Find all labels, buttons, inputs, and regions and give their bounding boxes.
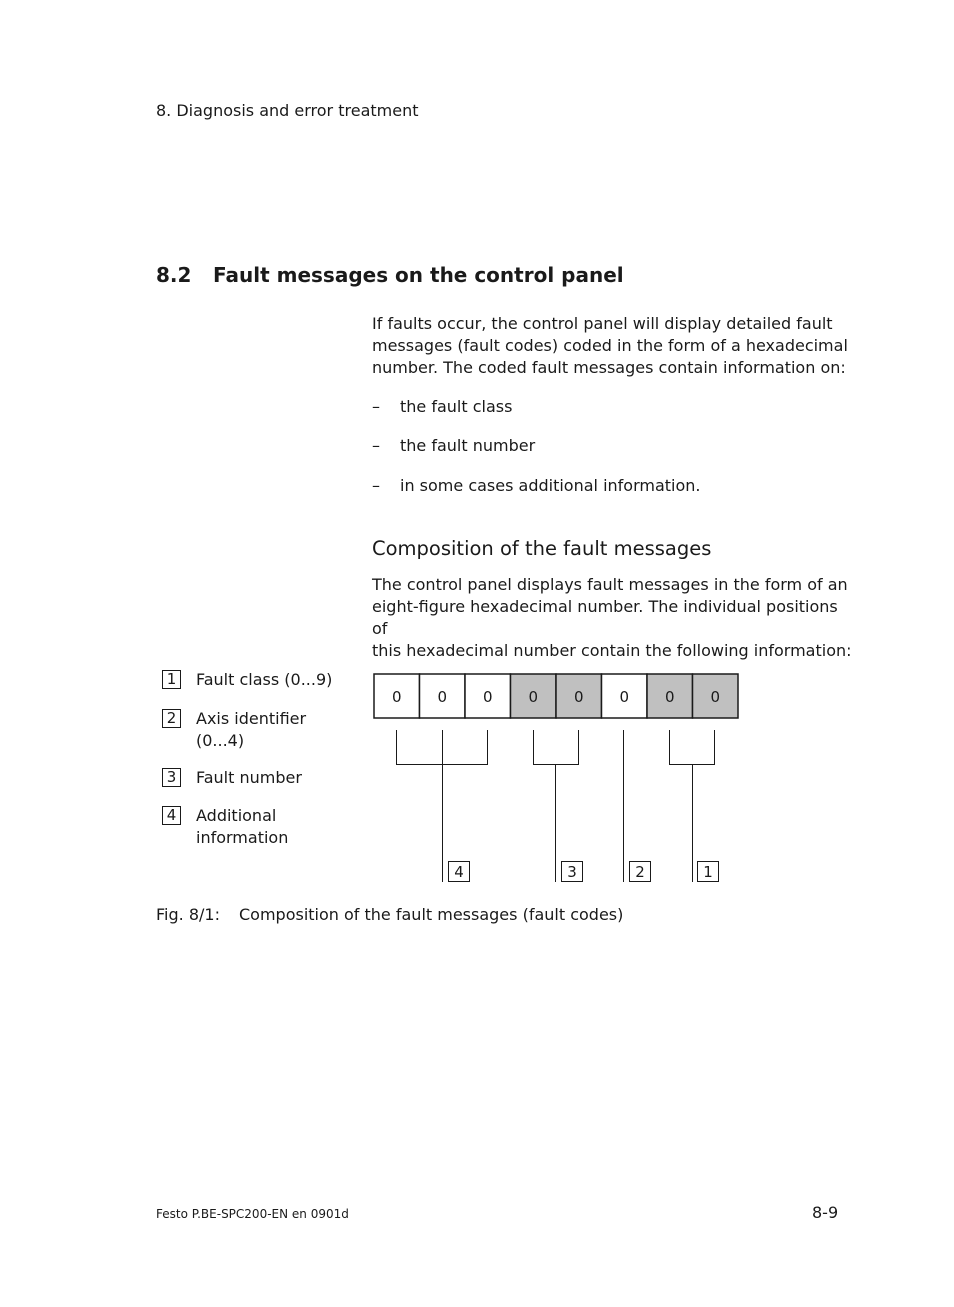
intro-line: If faults occur, the control panel will display detailed fault (372, 314, 833, 333)
bracket-group-1 (670, 730, 715, 765)
figure-label: Fig. 8/1: (156, 905, 220, 924)
bullet-marker: – (372, 397, 380, 416)
bracket-group-3 (534, 730, 579, 765)
bullet-text: the fault class (400, 397, 513, 416)
figure-caption (156, 905, 624, 924)
bullet-marker: – (372, 436, 380, 455)
digit-value: 0 (710, 688, 721, 706)
legend-number-box: 3 (162, 768, 181, 787)
digit-value: 0 (664, 688, 675, 706)
bullet-text: the fault number (400, 436, 536, 455)
legend-text: Axis identifier (196, 709, 307, 728)
bullet-text: in some cases additional information. (400, 476, 701, 495)
page-number: 8-9 (812, 1203, 839, 1222)
digit-value: 0 (482, 688, 493, 706)
digit-value: 0 (619, 688, 630, 706)
digit-value: 0 (528, 688, 539, 706)
legend-text: Additional (196, 806, 277, 825)
bullet-marker: – (372, 476, 380, 495)
digit-value: 0 (391, 688, 402, 706)
legend-number-box: 4 (162, 806, 181, 825)
legend-text: information (196, 828, 289, 847)
group-label-3: 3 (567, 863, 577, 881)
section-number: 8.2 (156, 263, 192, 287)
digit-value: 0 (437, 688, 448, 706)
group-label-2: 2 (635, 863, 645, 881)
group-label-1: 1 (703, 863, 713, 881)
digit-cells (374, 674, 738, 718)
legend-number-box: 1 (162, 670, 181, 689)
composition-line: this hexadecimal number contain the following information: (372, 641, 852, 660)
figure-caption-text: Composition of the fault messages (fault codes) (239, 905, 624, 924)
running-head: 8. Diagnosis and error treatment (156, 101, 419, 120)
composition-line: The control panel displays fault messages in the form of an (372, 575, 848, 594)
section-title: Fault messages on the control panel (213, 263, 624, 287)
legend-text: Fault number (196, 768, 302, 787)
intro-line: number. The coded fault messages contain information on: (372, 358, 846, 377)
intro-line: messages (fault codes) coded in the form of a hexadecimal (372, 336, 848, 355)
bracket-lines (397, 730, 715, 882)
legend-number-box: 2 (162, 709, 181, 728)
composition-line: eight-figure hexadecimal number. The individual positions of (372, 597, 838, 638)
group-label-4: 4 (454, 863, 464, 881)
digit-value: 0 (573, 688, 584, 706)
legend-text: (0...4) (196, 731, 245, 750)
footer-doc-id: Festo P.BE-SPC200-EN en 0901d (156, 1207, 349, 1221)
legend-text: Fault class (0...9) (196, 670, 333, 689)
group-labels (449, 862, 719, 882)
subheading: Composition of the fault messages (372, 537, 712, 560)
